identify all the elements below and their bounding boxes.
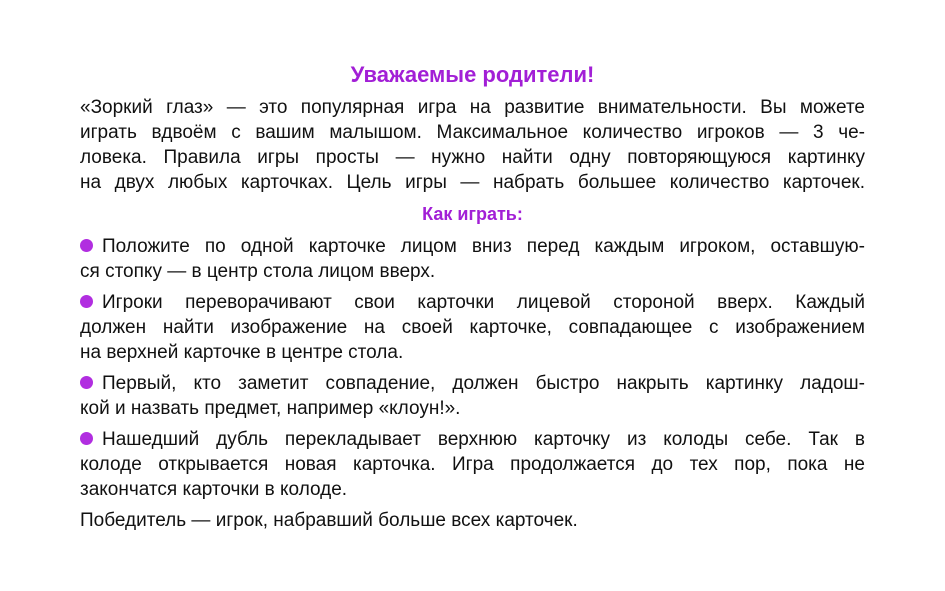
bullet-icon [80, 295, 93, 308]
bullet-icon [80, 432, 93, 445]
rule-line-text: Положите по одной карточке лицом вниз перед каждым игроком, оставшую- [102, 236, 865, 257]
rule-line [80, 234, 865, 259]
rule-line [80, 290, 865, 315]
intro-paragraph [80, 95, 865, 195]
rule-item-3 [80, 371, 865, 421]
rule-item-4 [80, 427, 865, 502]
conclusion-text: Победитель — игрок, набравший больше всех карточек. [80, 510, 578, 531]
rule-line: закончатся карточки в колоде. [80, 479, 348, 500]
how-to-play-heading: Как играть: [422, 204, 523, 224]
rule-line-text: Первый, кто заметит совпадение, должен быстро накрыть картинку ладош- [102, 373, 865, 394]
page-title: Уважаемые родители! [350, 62, 595, 87]
bullet-icon [80, 239, 93, 252]
bullet-icon [80, 376, 93, 389]
rule-line: колоде открывается новая карточка. Игра продолжается до тех пор, пока не [80, 454, 865, 475]
intro-line: на двух любых карточках. Цель игры — набрать большее количество карточек. [80, 172, 865, 193]
rule-line-text: Нашедший дубль перекладывает верхнюю карточку из колоды себе. Так в [102, 429, 865, 450]
rule-line [80, 371, 865, 396]
rule-item-2 [80, 290, 865, 365]
intro-line: играть вдвоём с вашим малышом. Максимальное количество игроков — 3 че- [80, 122, 865, 143]
rule-item-1 [80, 234, 865, 284]
rule-line: на верхней карточке в центре стола. [80, 342, 404, 363]
intro-line: ловека. Правила игры просты — нужно найти одну повторяющуюся картинку [80, 147, 865, 168]
rule-line-text: Игроки переворачивают свои карточки лицевой стороной вверх. Каждый [102, 292, 865, 313]
intro-line: «Зоркий глаз» — это популярная игра на развитие внимательности. Вы можете [80, 97, 865, 118]
rule-line: должен найти изображение на своей карточке, совпадающее с изображением [80, 317, 865, 338]
rule-line [80, 427, 865, 452]
conclusion-paragraph [80, 508, 865, 533]
rule-line: ся стопку — в центр стола лицом вверх. [80, 261, 436, 282]
rule-line: кой и назвать предмет, например «клоун!». [80, 398, 461, 419]
